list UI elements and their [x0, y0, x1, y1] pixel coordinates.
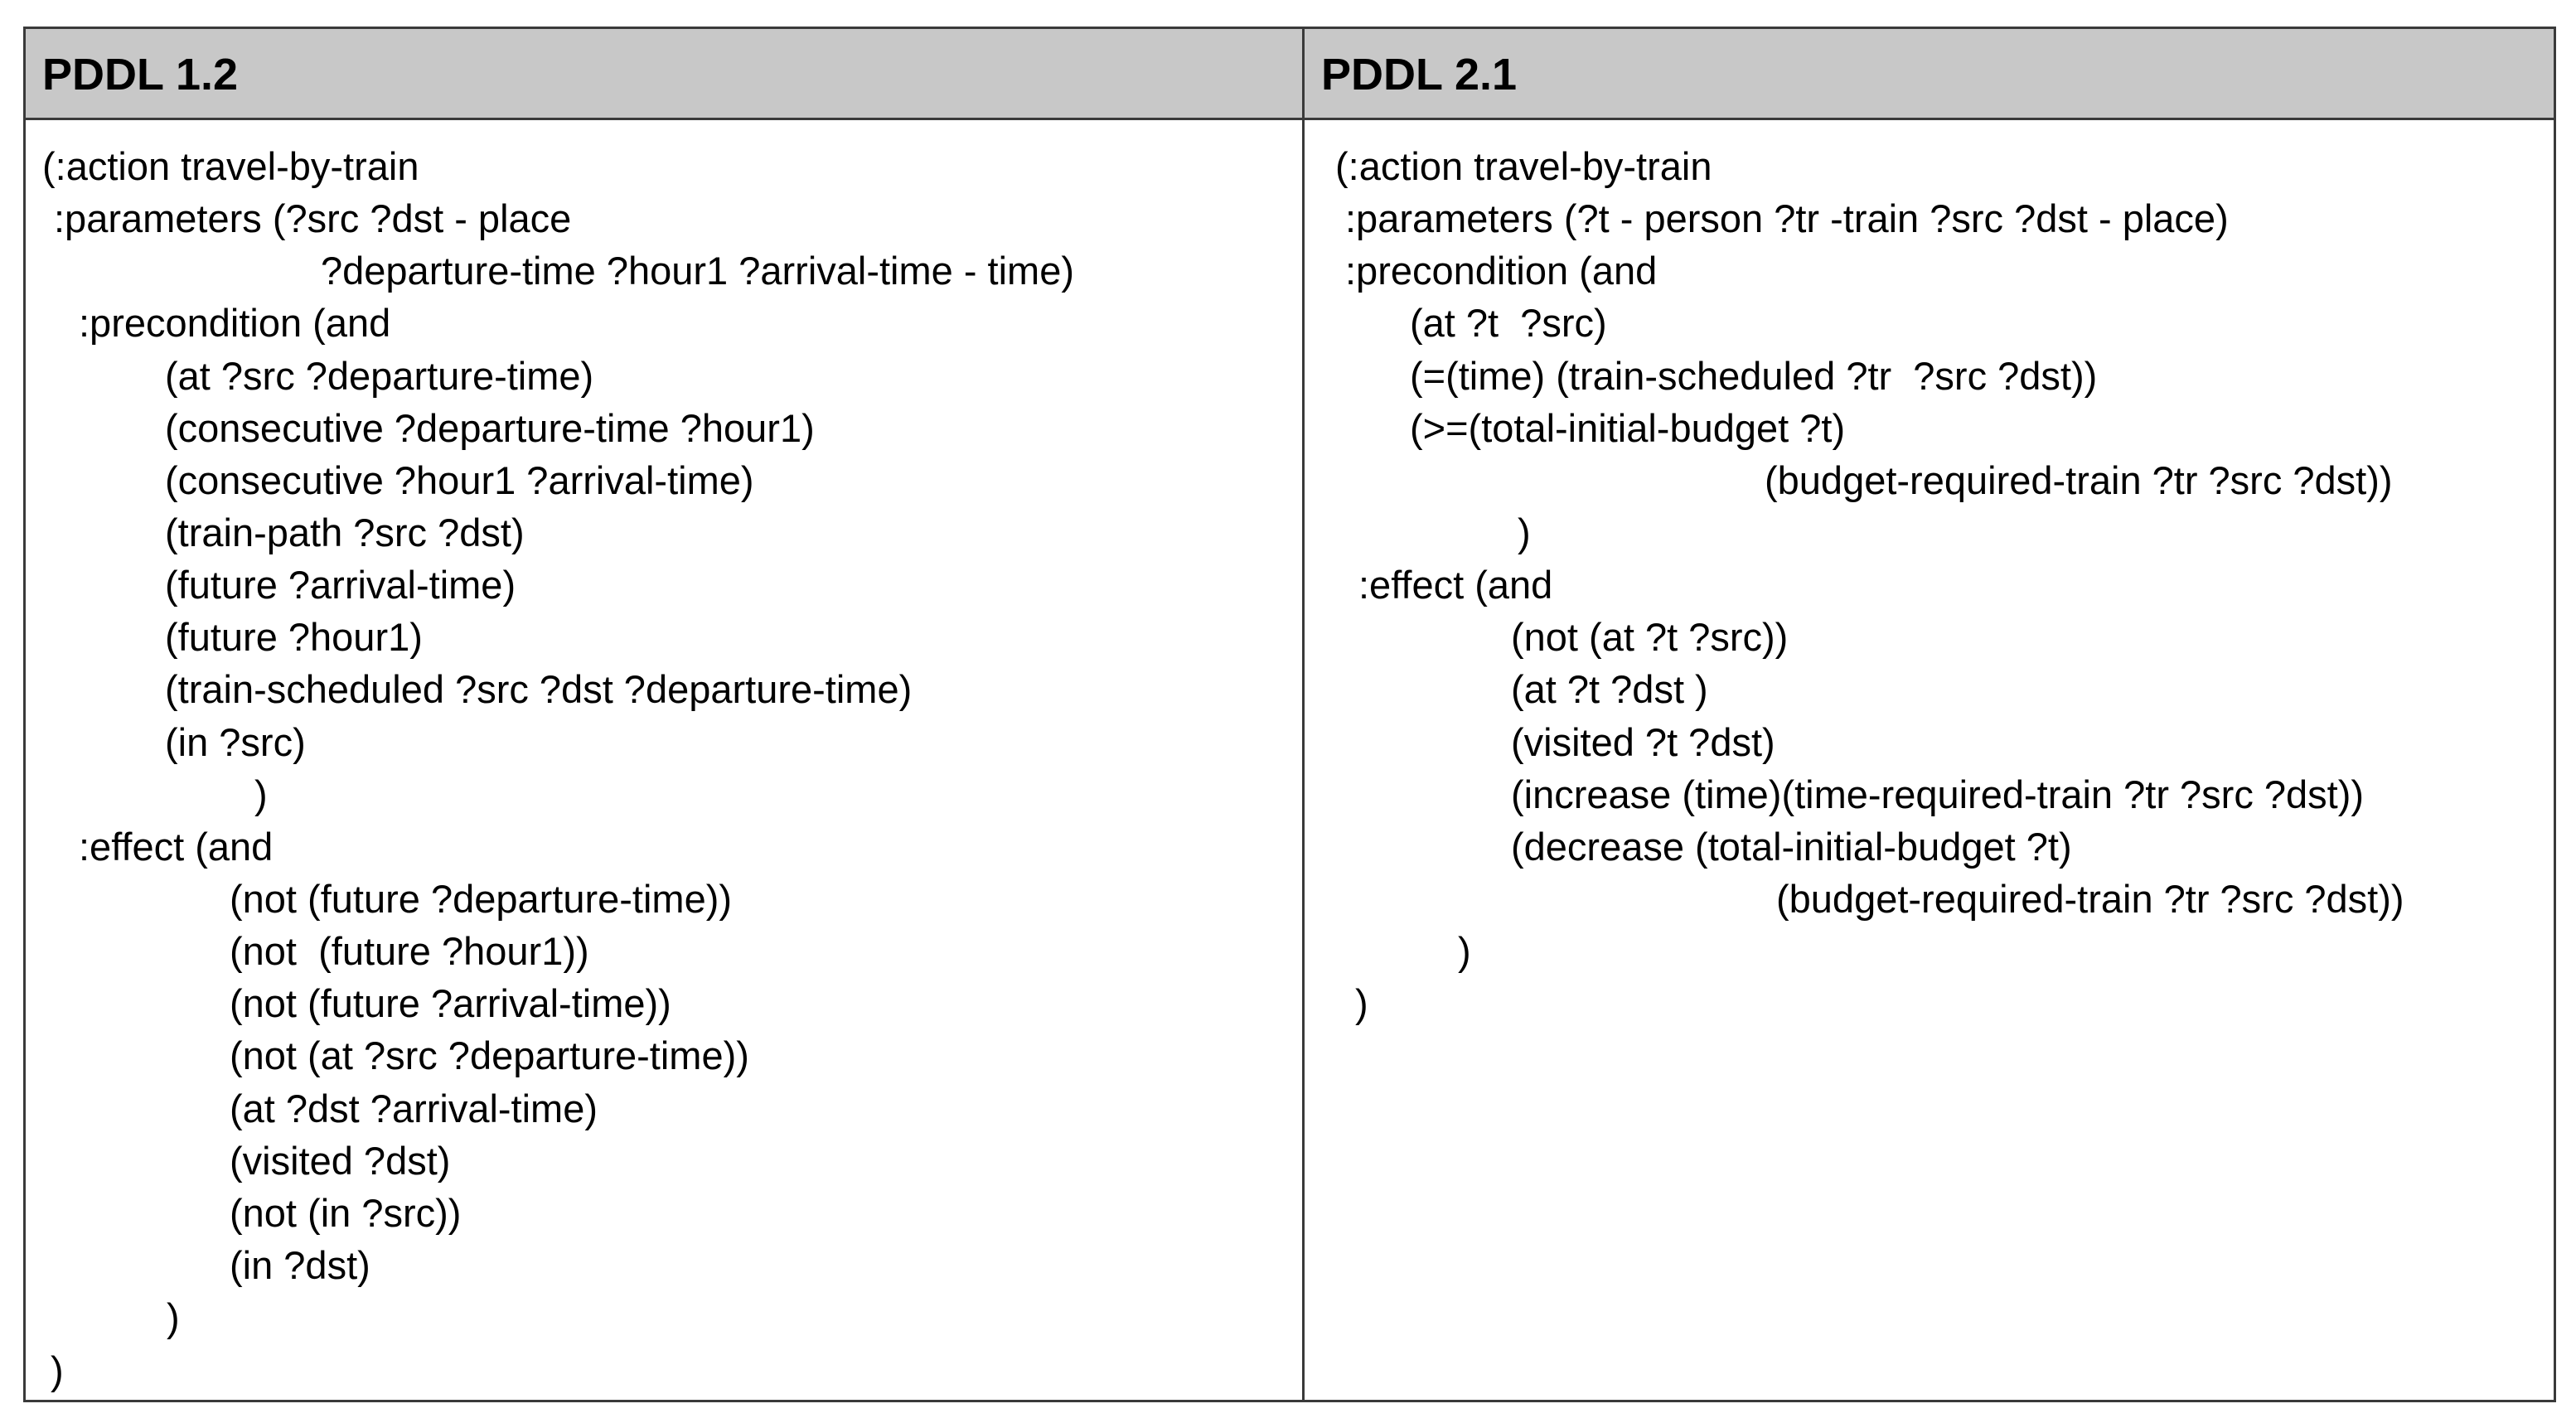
- code-line: ): [1518, 511, 1531, 554]
- code-line: (:action travel-by-train: [1335, 144, 1712, 188]
- code-line: (not (in ?src)): [230, 1191, 462, 1235]
- code-line: (decrease (total-initial-budget ?t): [1511, 825, 2072, 869]
- code-line: :effect (and: [1358, 563, 1553, 607]
- code-line: (not (future ?hour1)): [230, 929, 589, 973]
- code-line: (at ?src ?departure-time): [165, 354, 594, 398]
- code-line: :parameters (?t - person ?tr -train ?src ?dst - place): [1345, 196, 2229, 240]
- code-line: (train-path ?src ?dst): [165, 511, 525, 554]
- code-line: (not (at ?t ?src)): [1511, 615, 1789, 659]
- code-line: :precondition (and: [79, 301, 391, 345]
- code-line: (train-scheduled ?src ?dst ?departure-time): [165, 667, 913, 711]
- code-line: ): [167, 1295, 180, 1339]
- code-line: (at ?t ?src): [1410, 301, 1607, 345]
- code-line: (at ?t ?dst ): [1511, 667, 1708, 711]
- code-line: (future ?hour1): [165, 615, 423, 659]
- code-line: (not (future ?arrival-time)): [230, 981, 671, 1025]
- code-line: (visited ?dst): [230, 1139, 451, 1183]
- code-line: :precondition (and: [1345, 249, 1658, 293]
- code-line: (not (future ?departure-time)): [230, 877, 733, 921]
- code-line: ): [1458, 929, 1471, 973]
- code-line: (:action travel-by-train: [42, 144, 419, 188]
- code-line: ): [51, 1348, 64, 1392]
- code-line: (at ?dst ?arrival-time): [230, 1087, 598, 1130]
- column-header-pddl-1-2: PDDL 1.2: [26, 29, 1302, 120]
- code-line: :effect (and: [79, 825, 274, 869]
- comparison-table: [23, 27, 2556, 1402]
- column-header-pddl-2-1: PDDL 2.1: [1305, 29, 2554, 120]
- code-line: (visited ?t ?dst): [1511, 720, 1775, 764]
- code-line: ): [1355, 981, 1368, 1025]
- code-line: (future ?arrival-time): [165, 563, 516, 607]
- code-line: ?departure-time ?hour1 ?arrival-time - time): [321, 249, 1074, 293]
- code-line: (increase (time)(time-required-train ?tr ?src ?dst)): [1511, 772, 2365, 816]
- code-line: (consecutive ?hour1 ?arrival-time): [165, 458, 754, 502]
- code-line: :parameters (?src ?dst - place: [54, 196, 572, 240]
- code-line: (in ?dst): [230, 1243, 370, 1287]
- code-line: (>=(total-initial-budget ?t): [1410, 406, 1846, 450]
- code-line: (budget-required-train ?tr ?src ?dst)): [1765, 458, 2393, 502]
- column-divider: [1302, 29, 1305, 1400]
- code-line: (=(time) (train-scheduled ?tr ?src ?dst)): [1410, 354, 2098, 398]
- code-line: (not (at ?src ?departure-time)): [230, 1033, 749, 1077]
- code-line: (in ?src): [165, 720, 306, 764]
- code-line: (budget-required-train ?tr ?src ?dst)): [1776, 877, 2404, 921]
- code-line: (consecutive ?departure-time ?hour1): [165, 406, 815, 450]
- code-line: ): [254, 772, 268, 816]
